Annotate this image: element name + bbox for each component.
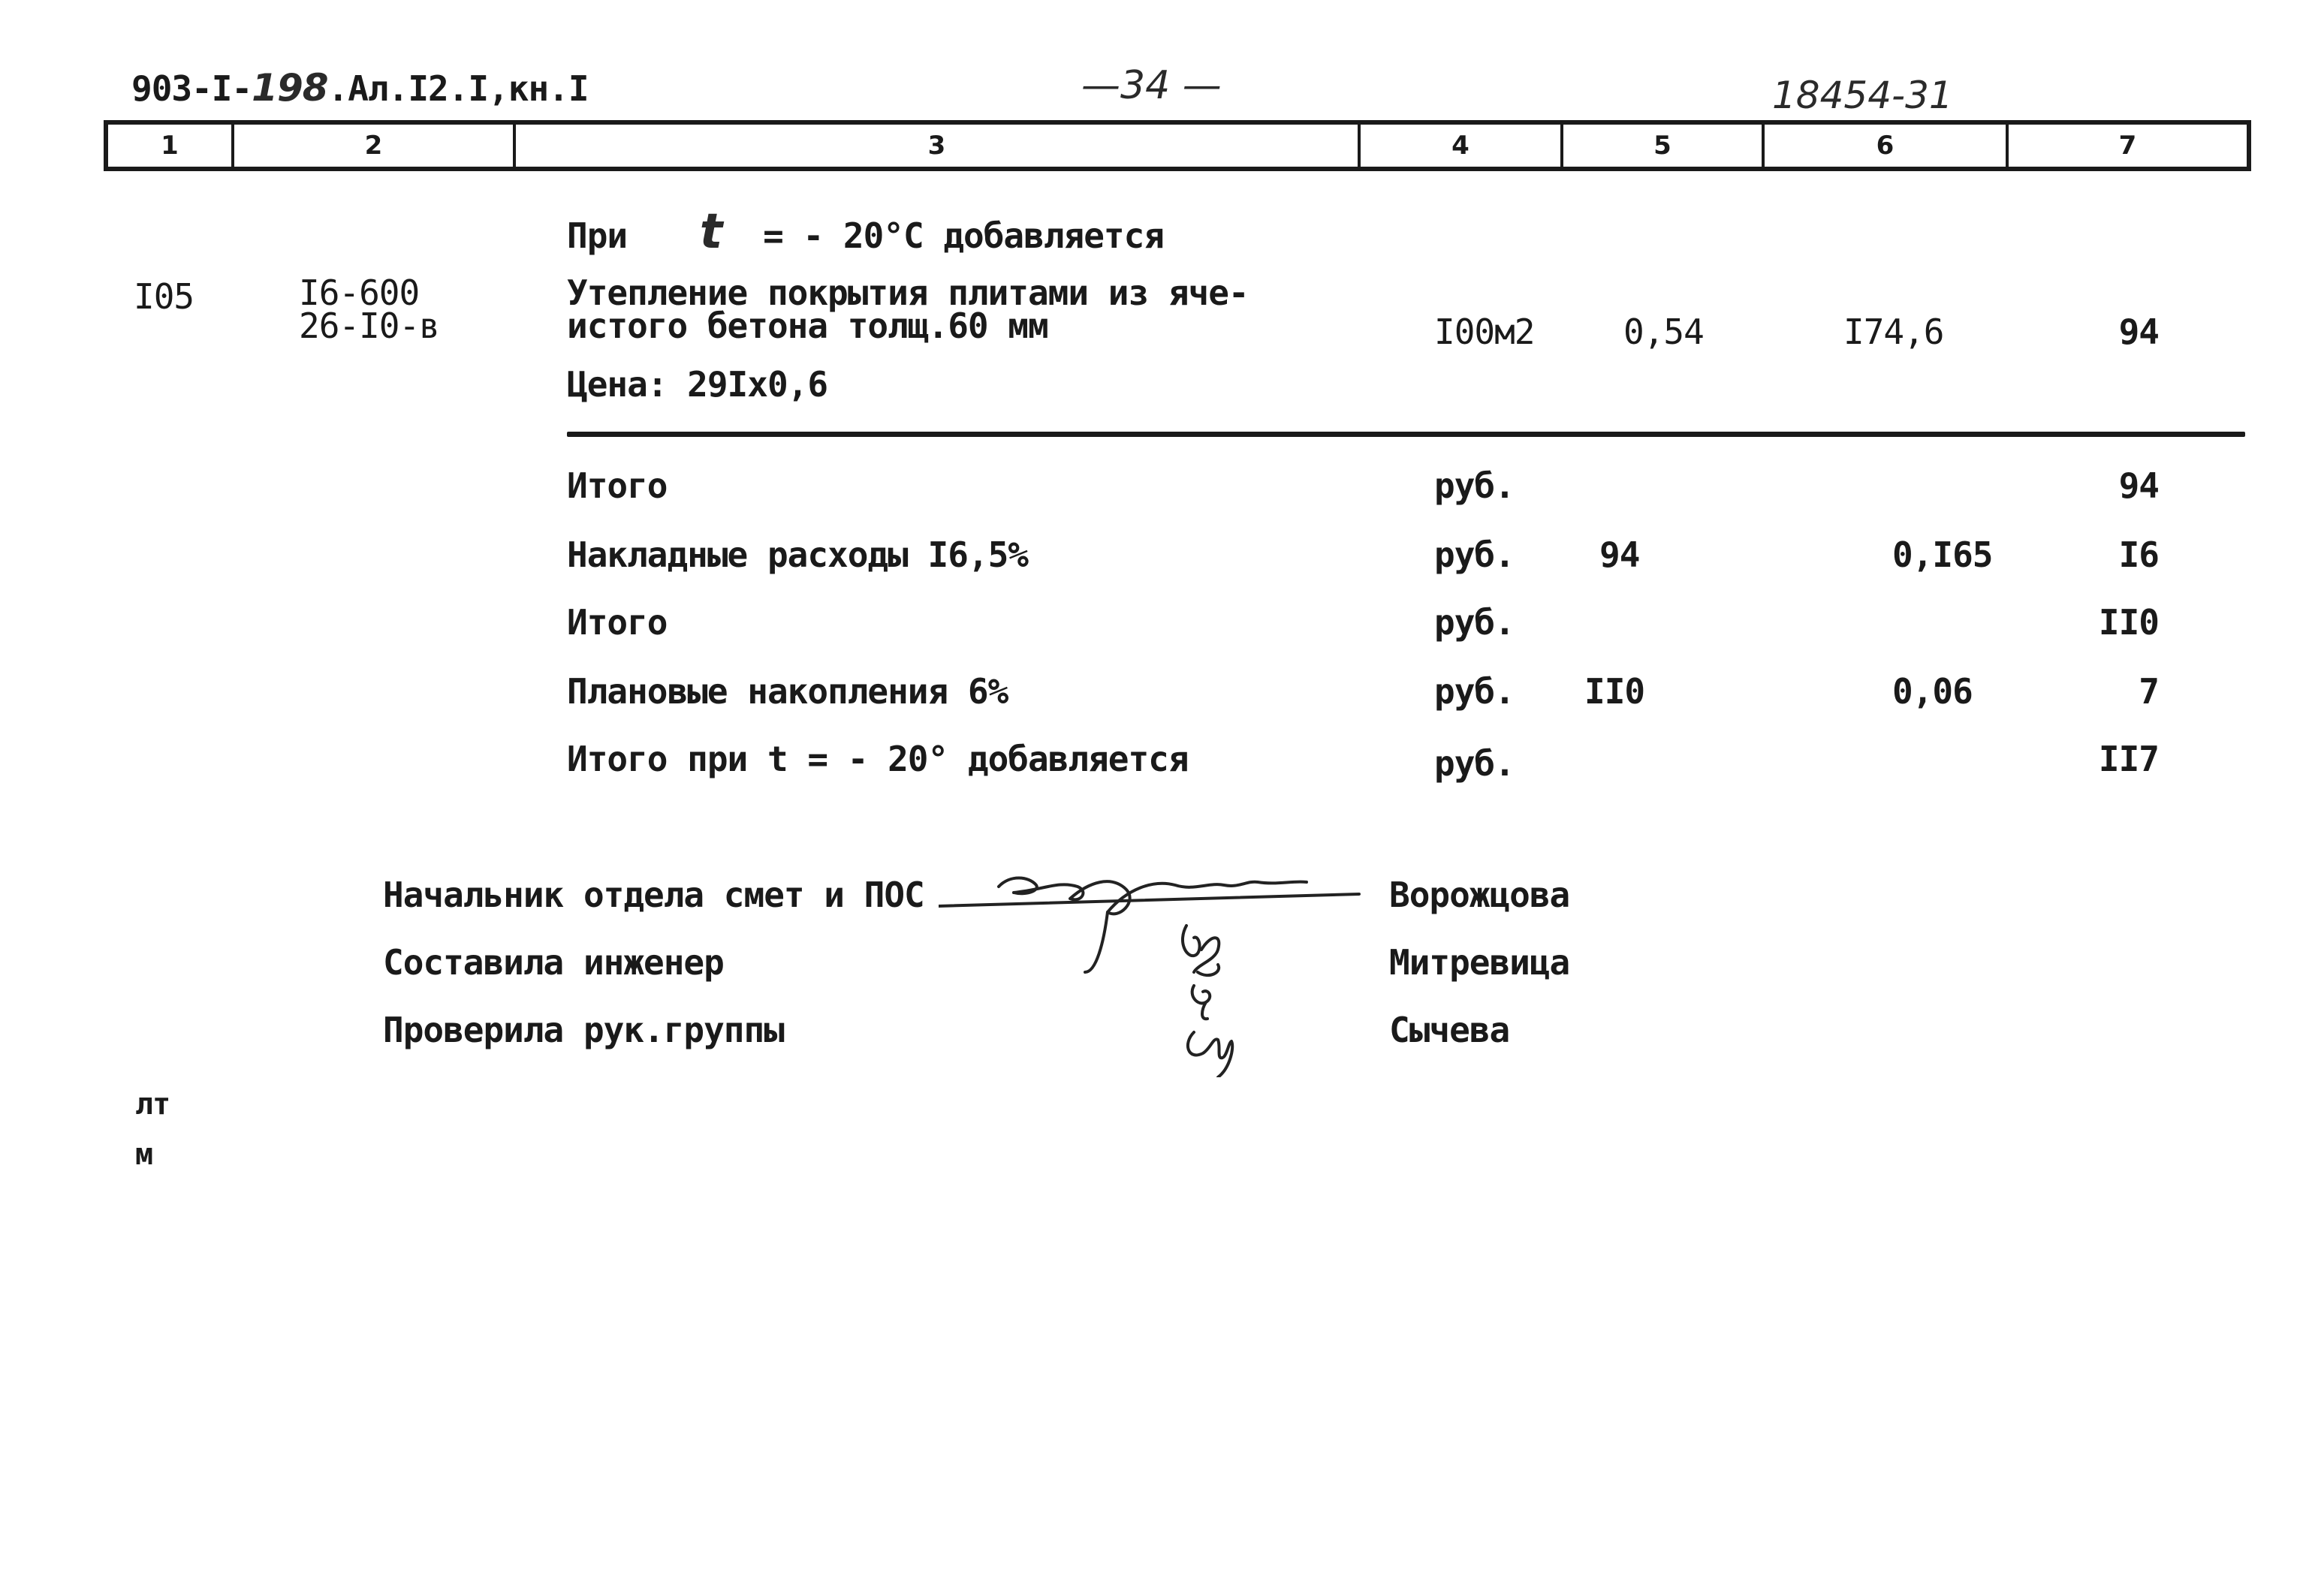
- condition-pre: При: [567, 215, 628, 256]
- summary-label: Итого: [567, 602, 668, 643]
- column-header-row: [104, 120, 2251, 171]
- handwritten-signatures: [939, 860, 1404, 1077]
- signatory-role: Начальник отдела смет и ПОС: [383, 875, 924, 915]
- item-unit-cost: I74,6: [1843, 312, 1944, 352]
- item-code-line2: 26-I0-в: [299, 306, 439, 346]
- summary-total: 94: [2118, 465, 2159, 506]
- item-description: [567, 273, 1249, 346]
- designation: [131, 66, 589, 110]
- item-unit: I00м2: [1434, 312, 1535, 352]
- column-header-5: 5: [1563, 125, 1765, 167]
- summary-label: Итого при t = - 20° добавляется: [567, 739, 1189, 779]
- summary-unit: руб.: [1434, 671, 1515, 712]
- condition-rest: = - 20°C добавляется: [763, 215, 1164, 256]
- signatory-role: Проверила рук.группы: [383, 1010, 784, 1050]
- summary-rate: 0,I65: [1892, 535, 1993, 575]
- item-description-line2: истого бетона толщ.60 мм: [567, 306, 1048, 346]
- summary-total: II7: [2098, 739, 2159, 779]
- condition-t: t: [699, 204, 722, 260]
- summary-label: Накладные расходы I6,5%: [567, 535, 1028, 575]
- designation-hand: 198: [252, 66, 328, 110]
- signatory-role: Составила инженер: [383, 942, 724, 983]
- column-header-4: 4: [1361, 125, 1563, 167]
- designation-suffix: .Ал.I2.I,кн.I: [327, 68, 589, 109]
- summary-rate: 0,06: [1892, 671, 1973, 712]
- column-header-7: 7: [2118, 131, 2137, 161]
- column-header-3: 3: [516, 125, 1361, 167]
- condition-line: [567, 204, 1164, 260]
- summary-qty: 94: [1599, 535, 1640, 575]
- separator-rule: [567, 432, 2245, 437]
- footer-mark: лт: [135, 1087, 170, 1122]
- summary-unit: руб.: [1434, 465, 1515, 506]
- summary-unit: руб.: [1434, 602, 1515, 643]
- signatory-name: Сычева: [1389, 1010, 1510, 1050]
- item-price-note: Цена: 29Iх0,6: [567, 364, 828, 405]
- item-quantity: 0,54: [1623, 312, 1704, 352]
- signatory-name: Ворожцова: [1389, 875, 1570, 915]
- summary-total: II0: [2098, 602, 2159, 643]
- column-header-1: 1: [108, 125, 234, 167]
- item-description-line1: Утепление покрытия плитами из яче-: [567, 273, 1249, 313]
- summary-unit: руб.: [1434, 535, 1515, 575]
- footer-mark: м: [135, 1137, 153, 1172]
- summary-label: Итого: [567, 465, 668, 506]
- item-total: 94: [2118, 312, 2159, 352]
- document-number: 18454-31: [1772, 74, 1953, 117]
- item-code-line1: I6-600: [299, 273, 420, 313]
- summary-total: I6: [2118, 535, 2159, 575]
- summary-total: 7: [2139, 671, 2159, 712]
- column-header-2: 2: [234, 125, 516, 167]
- summary-qty: II0: [1584, 671, 1645, 712]
- summary-label: Плановые накопления 6%: [567, 671, 1008, 712]
- item-code: [299, 273, 439, 346]
- summary-unit: руб.: [1434, 743, 1515, 784]
- signatory-name: Митревица: [1389, 942, 1570, 983]
- designation-prefix: 903-I-: [131, 68, 252, 109]
- item-number: I05: [134, 276, 194, 317]
- page-number: —34 —: [1081, 63, 1222, 108]
- column-header-6: 6: [1765, 125, 2009, 167]
